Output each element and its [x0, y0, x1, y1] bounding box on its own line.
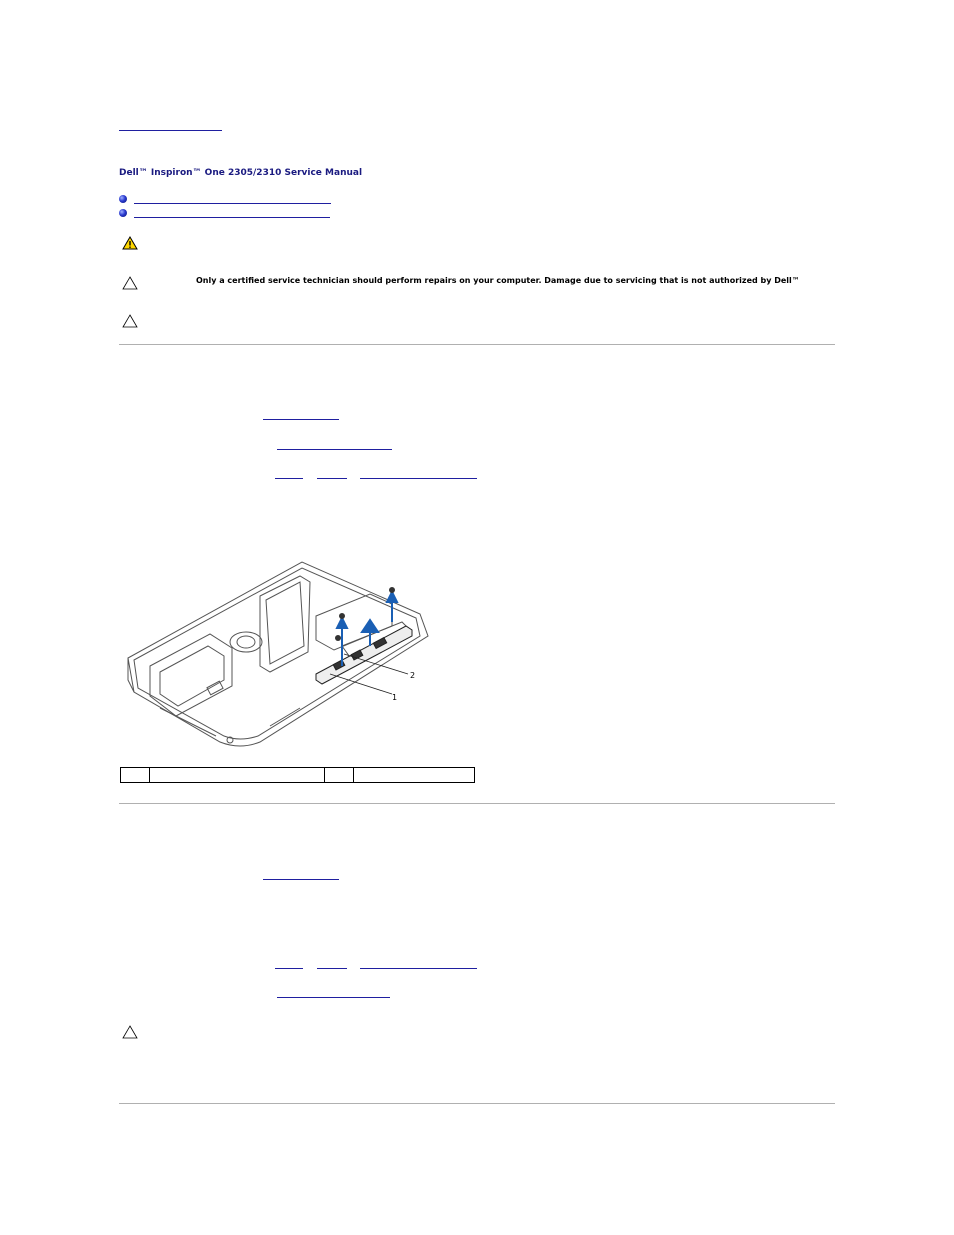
bullet-icon [119, 195, 127, 203]
legend-cell [325, 768, 354, 782]
legend-cell [150, 768, 325, 782]
legend-cell [121, 768, 150, 782]
legend-cell [354, 768, 474, 782]
warning-icon [122, 236, 138, 250]
section-divider [119, 1103, 835, 1104]
step-link-c[interactable] [360, 968, 477, 969]
step-link-c[interactable] [360, 478, 477, 479]
back-to-contents-link[interactable] [119, 130, 222, 131]
toc-link-replacing[interactable] [134, 217, 330, 218]
bullet-icon [119, 209, 127, 217]
callout-2: 2 [410, 671, 416, 680]
page-title: Dell™ Inspiron™ One 2305/2310 Service Manual [119, 168, 363, 178]
section-divider [119, 803, 835, 804]
step-link-back-cover[interactable] [277, 997, 390, 998]
step-link-before-you-begin[interactable] [263, 879, 339, 880]
step-link-a[interactable] [275, 968, 303, 969]
caution-icon [122, 314, 138, 328]
figure-legend-table [120, 767, 475, 783]
step-link-a[interactable] [275, 478, 303, 479]
step-link-b[interactable] [317, 478, 347, 479]
toc-link-removing[interactable] [134, 203, 331, 204]
component-removal-illustration [120, 556, 440, 752]
callout-1: 1 [392, 693, 398, 702]
step-link-b[interactable] [317, 968, 347, 969]
caution-icon [122, 1025, 138, 1039]
caution-icon [122, 276, 138, 290]
step-link-before-you-begin[interactable] [263, 419, 339, 420]
caution-text: Only a certified service technician should perform repairs on your computer. Damage due to servicing that is not authorized by Dell™ [196, 276, 800, 285]
section-divider [119, 344, 835, 345]
step-link-back-cover[interactable] [277, 449, 392, 450]
